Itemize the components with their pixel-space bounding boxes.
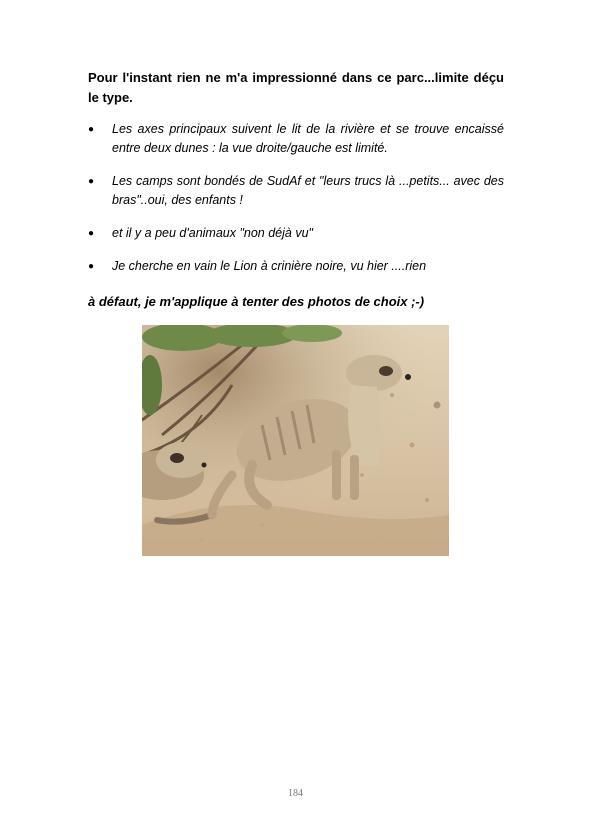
list-item-text: Je cherche en vain le Lion à crinière noire, vu hier ....rien [112,259,427,273]
list-item-text: Les camps sont bondés de SudAf et "leurs trucs là ...petits... avec des bras"..oui, des enfants ! [112,174,504,207]
bullet-icon: ● [88,228,95,239]
list-item [88,257,504,276]
list-item [88,224,504,243]
page-number: 184 [288,788,303,799]
bullet-icon: ● [88,124,95,135]
intro-paragraph: Pour l'instant rien ne m'a impressionné dans ce parc...limite déçu le type. [88,70,504,105]
bullet-icon: ● [88,176,95,187]
meerkat-photo [142,325,449,556]
bullet-list [88,120,504,276]
outro-paragraph: à défaut, je m'applique à tenter des photos de choix ;-) [88,294,425,309]
bullet-icon: ● [88,261,95,272]
list-item [88,172,504,210]
list-item-text: et il y a peu d'animaux "non déjà vu" [112,226,313,240]
list-item [88,120,504,158]
list-item-text: Les axes principaux suivent le lit de la rivière et se trouve encaissé entre deux dunes : la vue droite/gauche est limité. [112,122,504,155]
